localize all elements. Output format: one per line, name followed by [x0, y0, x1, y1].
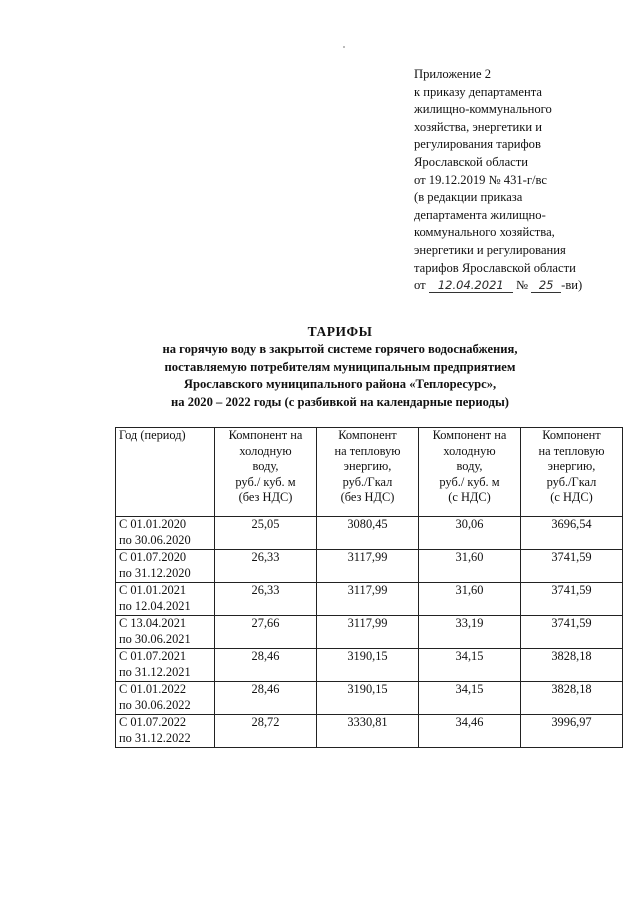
header-text: на тепловую	[334, 443, 401, 458]
appendix-line: от 19.12.2019 № 431-г/вс	[414, 172, 547, 187]
title-line: поставляемую потребителям муниципальным предприятием	[164, 359, 516, 374]
period-start: С 01.07.2022	[119, 715, 187, 729]
period-cell	[116, 583, 215, 616]
cold-water-no-vat-cell: 26,33	[215, 583, 317, 616]
table-row	[116, 583, 623, 616]
tariffs-table	[115, 427, 623, 748]
number-suffix: -ви)	[561, 278, 583, 293]
cold-water-no-vat-cell: 28,46	[215, 682, 317, 715]
table-header-row	[116, 428, 623, 517]
cold-water-vat-cell: 30,06	[419, 517, 521, 550]
header-text: (с НДС)	[448, 490, 491, 504]
table-row	[116, 715, 623, 748]
cold-water-no-vat-cell: 26,33	[215, 550, 317, 583]
cold-water-no-vat-cell: 27,66	[215, 616, 317, 649]
table-row	[116, 682, 623, 715]
title-heading: ТАРИФЫ	[307, 324, 373, 339]
header-text: воду,	[252, 459, 279, 473]
header-heat-no-vat	[317, 428, 419, 517]
period-cell	[116, 649, 215, 682]
document-title	[60, 323, 620, 411]
period-cell	[116, 715, 215, 748]
appendix-line: департамента жилищно-	[414, 207, 546, 222]
header-text: (с НДС)	[550, 490, 593, 504]
title-line: на горячую воду в закрытой системе горячего водоснабжения,	[162, 342, 518, 356]
header-cold-water-vat	[419, 428, 521, 517]
heat-vat-cell: 3741,59	[521, 583, 623, 616]
header-text: Компонент на	[228, 428, 303, 442]
period-start: С 01.07.2020	[119, 550, 187, 564]
heat-vat-cell: 3996,97	[521, 715, 623, 748]
heat-no-vat-cell: 3330,81	[317, 715, 419, 748]
period-end: по 12.04.2021	[119, 598, 191, 613]
cold-water-vat-cell: 31,60	[419, 550, 521, 583]
period-end: по 30.06.2022	[119, 697, 191, 712]
appendix-line: Приложение 2	[414, 67, 492, 81]
appendix-block	[414, 66, 629, 295]
period-cell	[116, 682, 215, 715]
header-text: энергию,	[343, 459, 392, 473]
heat-no-vat-cell: 3080,45	[317, 517, 419, 550]
heat-no-vat-cell: 3117,99	[317, 550, 419, 583]
header-text: (без НДС)	[238, 490, 293, 504]
header-text: руб./Гкал	[342, 474, 393, 489]
appendix-line: Ярославской области	[414, 154, 528, 169]
heat-no-vat-cell: 3117,99	[317, 616, 419, 649]
header-heat-vat	[521, 428, 623, 517]
heat-vat-cell: 3828,18	[521, 682, 623, 715]
period-start: С 01.07.2021	[119, 649, 187, 663]
period-end: по 31.12.2021	[119, 664, 191, 679]
title-line: Ярославского муниципального района «Теплоресурс»,	[183, 377, 497, 392]
cold-water-vat-cell: 34,15	[419, 682, 521, 715]
appendix-line: тарифов Ярославской области	[414, 260, 576, 275]
period-end: по 30.06.2020	[119, 532, 191, 547]
period-cell	[116, 517, 215, 550]
header-text: Компонент	[338, 428, 397, 442]
handwritten-date: 12.04.2021	[429, 278, 513, 293]
period-cell	[116, 616, 215, 649]
number-label: №	[515, 278, 528, 293]
cold-water-no-vat-cell: 28,46	[215, 649, 317, 682]
header-text: Год (период)	[119, 428, 186, 442]
cold-water-vat-cell: 33,19	[419, 616, 521, 649]
heat-no-vat-cell: 3190,15	[317, 649, 419, 682]
appendix-line: хозяйства, энергетики и	[414, 119, 542, 134]
cold-water-no-vat-cell: 25,05	[215, 517, 317, 550]
appendix-line: энергетики и регулирования	[414, 242, 566, 257]
header-text: Компонент на	[432, 428, 507, 442]
cold-water-vat-cell: 31,60	[419, 583, 521, 616]
header-text: холодную	[239, 443, 292, 458]
table-row	[116, 649, 623, 682]
header-text: на тепловую	[538, 443, 605, 458]
header-text: энергию,	[547, 459, 596, 473]
appendix-line: регулирования тарифов	[414, 137, 541, 152]
period-end: по 30.06.2021	[119, 631, 191, 646]
header-text: руб./Гкал	[546, 474, 597, 489]
heat-vat-cell: 3828,18	[521, 649, 623, 682]
header-period	[116, 428, 215, 517]
header-text: Компонент	[542, 428, 601, 442]
appendix-line: (в редакции приказа	[414, 190, 523, 205]
period-start: С 01.01.2022	[119, 682, 187, 696]
heat-no-vat-cell: 3190,15	[317, 682, 419, 715]
header-text: руб./ куб. м	[235, 474, 296, 489]
period-end: по 31.12.2022	[119, 730, 191, 745]
cold-water-vat-cell: 34,15	[419, 649, 521, 682]
period-start: С 01.01.2020	[119, 517, 187, 531]
cold-water-no-vat-cell: 28,72	[215, 715, 317, 748]
header-text: воду,	[456, 459, 483, 473]
period-cell	[116, 550, 215, 583]
period-start: С 01.01.2021	[119, 583, 187, 597]
table-row	[116, 517, 623, 550]
heat-vat-cell: 3696,54	[521, 517, 623, 550]
handwritten-number: 25	[531, 278, 561, 293]
amendment-date-line	[414, 277, 629, 295]
title-line: на 2020 – 2022 годы (с разбивкой на календарные периоды)	[171, 394, 509, 409]
heat-vat-cell: 3741,59	[521, 550, 623, 583]
from-prefix: от	[414, 278, 426, 293]
period-end: по 31.12.2020	[119, 565, 191, 580]
cold-water-vat-cell: 34,46	[419, 715, 521, 748]
heat-no-vat-cell: 3117,99	[317, 583, 419, 616]
appendix-line: коммунального хозяйства,	[414, 225, 555, 240]
table-row	[116, 550, 623, 583]
header-text: руб./ куб. м	[439, 474, 500, 489]
scan-speck	[343, 46, 345, 48]
header-text: холодную	[443, 443, 496, 458]
period-start: С 13.04.2021	[119, 616, 187, 630]
heat-vat-cell: 3741,59	[521, 616, 623, 649]
header-text: (без НДС)	[340, 490, 395, 504]
appendix-line: к приказу департамента	[414, 84, 542, 99]
table-row	[116, 616, 623, 649]
appendix-line: жилищно-коммунального	[414, 102, 552, 117]
header-cold-water-no-vat	[215, 428, 317, 517]
